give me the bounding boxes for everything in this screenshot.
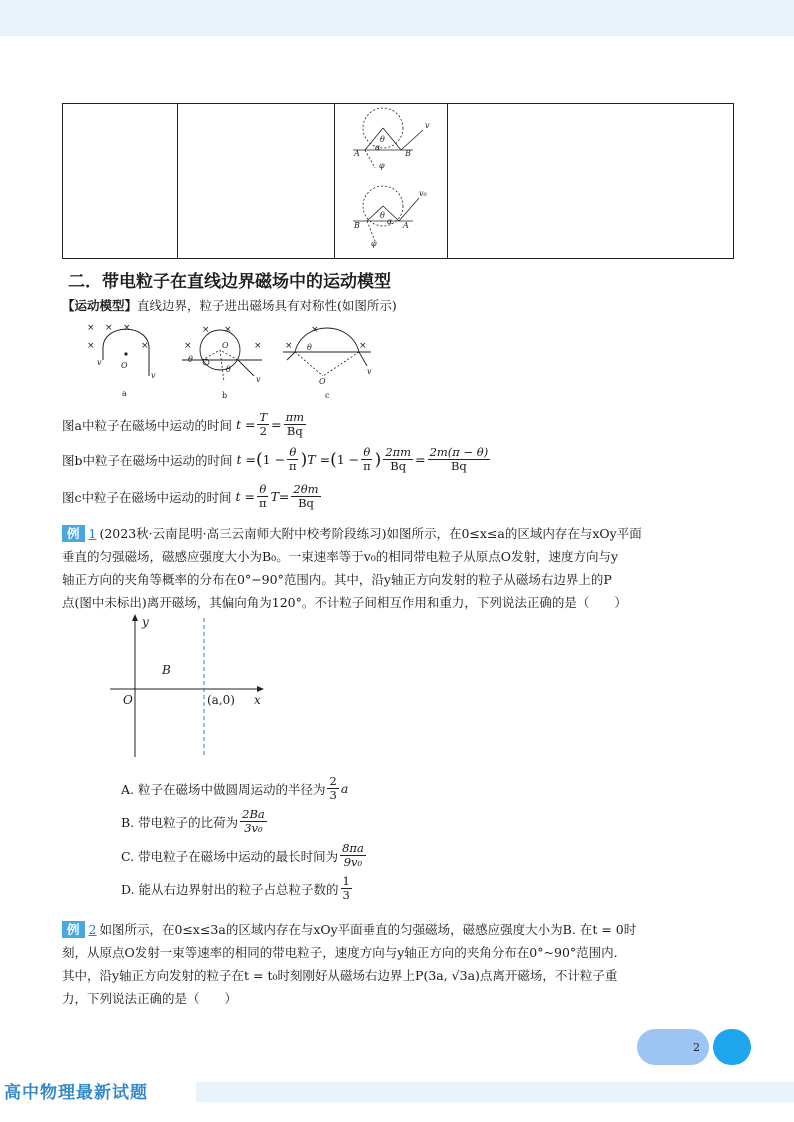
fraction	[291, 483, 320, 510]
numerator: θ	[363, 445, 371, 459]
example-number: 1	[88, 526, 97, 541]
example-1-text: 垂直的匀强磁场，磁感应强度大小为B₀。一束速率等于v₀的相同带电粒子从原点O发射，速度方向与y	[62, 549, 619, 564]
page-pill-dark	[713, 1029, 751, 1065]
example-1-text: (2023秋·云南昆明·高三云南师大附中校考阶段练习)如图所示，在0≤x≤a的区域内存在与xOy平面	[99, 526, 642, 541]
numerator: 2πm	[385, 445, 412, 459]
fraction	[287, 446, 299, 473]
fraction	[361, 446, 373, 473]
option-C-text: C. 带电粒子在磁场中运动的最长时间为	[121, 848, 339, 864]
model-label: 【运动模型】	[62, 298, 138, 313]
label-O: O	[319, 377, 326, 386]
example-1-line	[62, 522, 742, 545]
example-2-text: 刻，从原点O发射一束等速率的相同的带电粒子，速度方向与y轴正方向的夹角分布在0°~90°范围内.	[62, 945, 618, 960]
field-mark: ×	[311, 325, 319, 335]
formula-b-prefix: 图b中粒子在磁场中运动的时间	[62, 452, 233, 468]
example-1	[62, 522, 742, 614]
axis-y-label: y	[142, 615, 149, 629]
label-theta: θ	[380, 211, 385, 220]
label-v: v	[256, 375, 261, 384]
equals: =	[244, 489, 255, 505]
origin-label: O	[123, 693, 133, 707]
field-mark: ×	[105, 323, 113, 333]
label-B: B	[405, 149, 411, 158]
var-t: t	[236, 452, 242, 468]
field-mark: ×	[285, 341, 293, 351]
figure-label-b: b	[222, 391, 228, 400]
axis-x-label: x	[254, 693, 261, 707]
denominator: Bq	[298, 496, 314, 511]
fraction	[257, 411, 269, 438]
label-phi: φ	[371, 239, 377, 248]
option-C[interactable]	[121, 842, 368, 869]
page-number: 2	[693, 1041, 700, 1054]
field-mark: ×	[359, 341, 367, 351]
figure-a	[85, 318, 165, 398]
denominator: 3	[329, 788, 337, 803]
field-mark: ×	[224, 325, 232, 335]
example-2-text: 如图所示，在0≤x≤3a的区域内存在与xOy平面垂直的匀强磁场，磁感应强度大小为B. 在t = 0时	[99, 922, 637, 937]
label-theta: θ	[380, 135, 385, 144]
example-2-line	[62, 918, 742, 941]
formula-a-prefix: 图a中粒子在磁场中运动的时间	[62, 417, 232, 433]
label-v: v	[367, 367, 372, 376]
label-A: A	[354, 149, 360, 158]
label-O: O	[121, 361, 128, 370]
fraction	[284, 411, 306, 438]
field-mark: ×	[87, 341, 95, 351]
field-mark: ×	[87, 323, 95, 333]
field-mark: ×	[141, 341, 149, 351]
figure-label-a: a	[122, 389, 127, 398]
denominator: Bq	[390, 459, 407, 474]
label-alpha: α	[387, 217, 393, 226]
example-tag: 例	[62, 921, 85, 938]
one-minus: 1 −	[336, 452, 360, 468]
example-tag: 例	[62, 525, 85, 542]
example-number: 2	[88, 922, 97, 937]
formula-c	[62, 483, 323, 510]
equals: =	[415, 452, 426, 468]
numerator: θ	[289, 445, 297, 459]
fraction	[240, 808, 267, 835]
label-alpha: α	[375, 143, 381, 152]
figure-c	[283, 322, 373, 400]
fraction	[428, 446, 491, 473]
example-2-text: 力，下列说法正确的是（ ）	[62, 991, 238, 1006]
numerator: 2m(π − θ)	[429, 445, 489, 459]
numerator: 2Ba	[242, 807, 265, 821]
figure-label-c: c	[325, 391, 330, 400]
label-theta: θ	[226, 365, 231, 374]
label-v0: v₀	[419, 189, 427, 198]
numerator: θ	[259, 482, 267, 496]
table-divider	[334, 104, 335, 258]
field-mark: ×	[184, 341, 192, 351]
section-title: 二．带电粒子在直线边界磁场中的运动模型	[68, 272, 391, 292]
brand-logo-text: 高中物理最新试题	[4, 1083, 148, 1103]
formula-a	[62, 411, 308, 438]
var-a: a	[340, 781, 349, 797]
denominator: Bq	[450, 459, 467, 474]
fraction	[341, 875, 352, 902]
option-D[interactable]	[121, 875, 354, 902]
label-v: v	[97, 358, 102, 367]
label-B: B	[354, 221, 360, 230]
equals: =	[244, 417, 256, 433]
field-label: B	[162, 663, 171, 677]
option-D-text: D. 能从右边界射出的粒子占总粒子数的	[121, 881, 339, 897]
denominator: 3v₀	[244, 821, 263, 836]
model-text: 直线边界，粒子进出磁场具有对称性(如图所示)	[137, 298, 397, 313]
numerator: 2θm	[293, 482, 319, 496]
table-divider	[447, 104, 448, 258]
fraction	[257, 483, 269, 510]
example-2	[62, 918, 742, 1010]
figure-b	[182, 320, 272, 400]
var-T: T	[270, 489, 279, 505]
option-A-text: A. 粒子在磁场中做圆周运动的半径为	[121, 781, 326, 797]
table-diagram	[353, 106, 443, 256]
field-mark: ×	[254, 341, 262, 351]
field-mark: ×	[123, 323, 131, 333]
option-B-text: B. 带电粒子的比荷为	[121, 814, 239, 830]
denominator: π	[363, 459, 371, 474]
var-T: T	[307, 452, 316, 468]
label-theta: θ	[188, 355, 193, 364]
label-theta: θ	[307, 343, 312, 352]
denominator: 3	[342, 888, 350, 903]
var-t: t	[235, 489, 241, 505]
label-O: O	[222, 341, 229, 350]
denominator: Bq	[286, 424, 303, 439]
one-minus: 1 −	[262, 452, 286, 468]
fraction	[340, 842, 366, 869]
header-band	[0, 0, 794, 36]
var-t: t	[235, 417, 241, 433]
fraction	[383, 446, 413, 473]
equals: =	[319, 452, 331, 468]
denominator: 2	[259, 424, 267, 439]
denominator: π	[259, 496, 267, 511]
label-phi: φ	[379, 161, 385, 170]
numerator: 2	[329, 774, 337, 788]
table-divider	[177, 104, 178, 258]
label-v: v	[425, 121, 430, 130]
numerator: πm	[285, 410, 305, 424]
numerator: 8πa	[342, 841, 364, 855]
example-2-text: 其中，沿y轴正方向发射的粒子在t = t₀时刻刚好从磁场右边界上P(3a, √3a)点离开磁场，不计粒子重	[62, 968, 618, 983]
label-A: A	[403, 221, 409, 230]
option-B[interactable]	[121, 808, 269, 835]
example-1-text: 轴正方向的夹角等概率的分布在0°−90°范围内。其中，沿y轴正方向发射的粒子从磁场右边界上的P	[62, 572, 612, 587]
numerator: 1	[342, 874, 350, 888]
footer-band	[196, 1082, 794, 1102]
example-1-graph	[108, 612, 270, 760]
label-v: v	[151, 371, 156, 380]
field-mark: ×	[202, 325, 210, 335]
option-A[interactable]	[121, 775, 348, 802]
equals: =	[245, 452, 256, 468]
table-fragment	[62, 103, 734, 259]
fraction	[327, 775, 338, 802]
denominator: π	[289, 459, 297, 474]
equals: =	[278, 489, 290, 505]
example-1-text: 点(图中未标出)离开磁场，其偏向角为120°。不计粒子间相互作用和重力，下列说法正确的是（ ）	[62, 595, 627, 610]
point-label: (a,0)	[207, 693, 235, 707]
model-description	[62, 296, 397, 314]
formula-b: 图b中粒子在磁场中运动的时间 t = ( 1 − $\frac{\theta}{\pi}$ ) T = ( 1 − $\frac{\theta}{\pi}$ ) $\frac{2\pi m}{Bq}$ = $\frac{2m(\pi - \theta)}{Bq}$	[62, 445, 489, 474]
denominator: 9v₀	[343, 855, 363, 870]
equals: =	[271, 417, 282, 433]
formula-c-prefix: 图c中粒子在磁场中运动的时间	[62, 489, 232, 505]
numerator: T	[259, 410, 268, 424]
